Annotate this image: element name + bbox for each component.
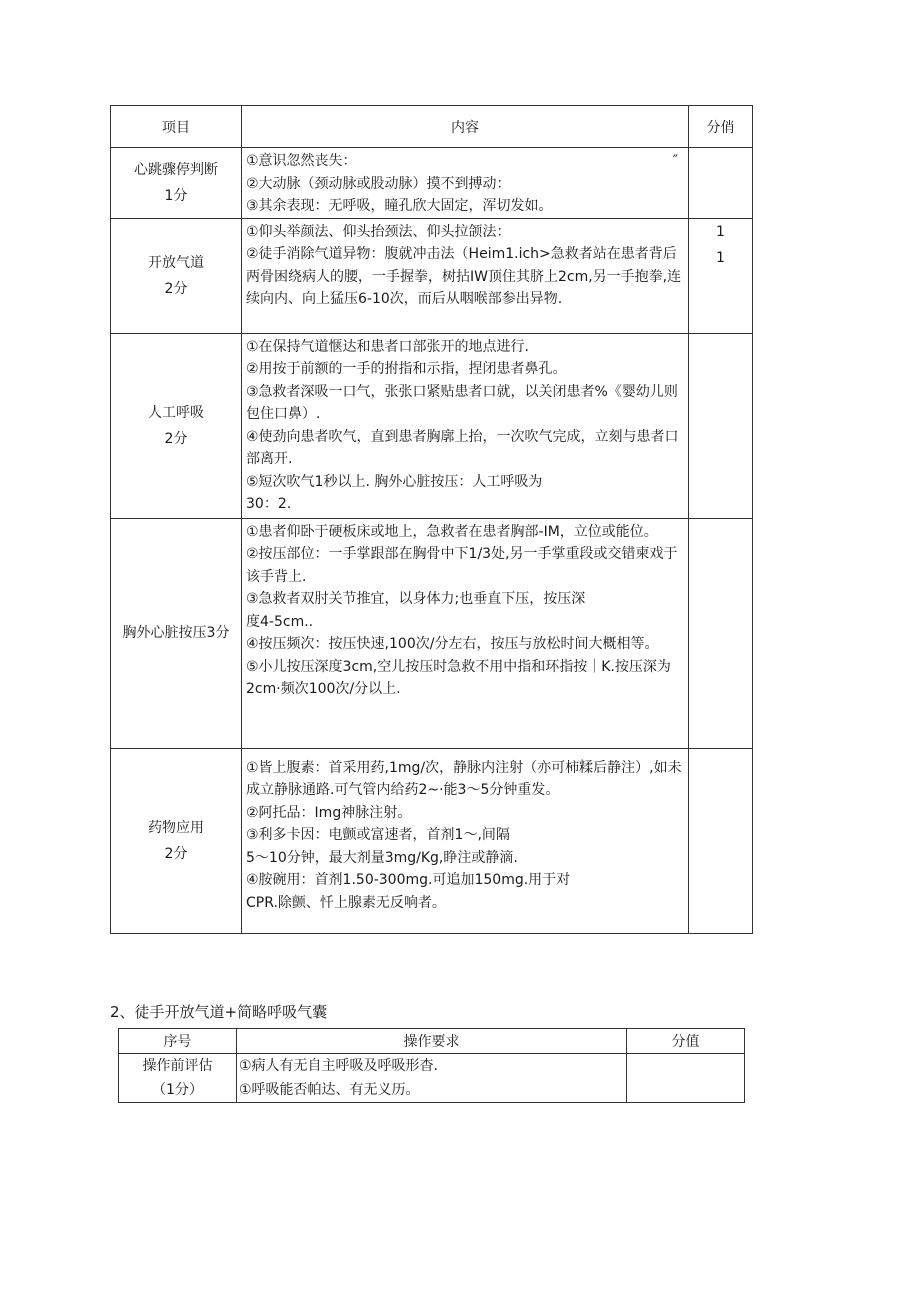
content-line: ⑤短次吹气1秒以上. 胸外心脏按压：人工呼吸为 (246, 473, 543, 490)
table-row (111, 148, 753, 219)
score-cell (689, 333, 753, 518)
score-cell (689, 518, 753, 748)
header-requirement: 操作要求 (237, 1029, 627, 1054)
table-row (119, 1054, 745, 1103)
operation-table (118, 1028, 745, 1103)
score-value: 1 (716, 249, 725, 266)
score-cell (689, 748, 753, 933)
content-paragraph: ①患者仰卧于硬板床或地上，急救者在患者胸部-IM，立位或能位。 (246, 523, 658, 540)
content-line: ③其余表现：无呼吸，瞳孔欣大固定，浑切发如。 (246, 198, 553, 214)
item-cell (111, 748, 242, 933)
quote-mark: ″ (672, 153, 678, 169)
table-header-row (119, 1029, 745, 1054)
item-name: 胸外心脏按压3分 (122, 625, 230, 641)
content-paragraph: ②徒手消除气道异物：腹就冲击法（Heim1.ich>急救者站在患者背后两骨困绕病人的腰，一手握拳，树拈IW顶住其脐上2cm,另一手抱拳,连续向内、向上猛压6-10次，而后从咽喉部参出异物. (246, 246, 682, 307)
item-points: 2分 (164, 280, 188, 297)
content-line: 5～10分钟，最大剂量3mg∕Kg,睁注或静滴. (246, 849, 518, 866)
score-cell (627, 1054, 745, 1103)
content-cell (242, 333, 689, 518)
score-cell (689, 148, 753, 219)
content-paragraph: ①皆上腹素：首采用药,1mg∕次，静脉内注射（亦可柿糅后静注）,如未成立静脉通路.可气管内给药2~·能3～5分钟重发。 (246, 759, 682, 798)
content-line: ①病人有无自主呼吸及呼吸形杳. (239, 1058, 439, 1074)
item-cell (111, 518, 242, 748)
header-score: 分俏 (689, 106, 753, 148)
item-cell (119, 1054, 237, 1103)
item-cell (111, 333, 242, 518)
item-name: 心跳骤停判断 (134, 161, 218, 178)
item-name: 药物应用 (148, 819, 204, 836)
content-paragraph: ④按压频次：按压快速,100次/分左右，按压与放松时间大概相等。 (246, 636, 659, 652)
content-line: ①在保持气道惬达和患者口部张开的地点进行. (246, 338, 529, 355)
table-row (111, 218, 753, 333)
content-line: 30：2. (246, 496, 292, 512)
content-cell (242, 748, 689, 933)
table-row (111, 518, 753, 748)
content-paragraph: ②按压部位：一手掌跟部在胸骨中下1/3处,另一手掌重段或交错柬戏于该手背上. (246, 546, 678, 585)
table-row (111, 333, 753, 518)
header-item: 项目 (111, 106, 242, 148)
content-line: ②大动脉（颈动脉或股动脉）摸不到搏动： (246, 175, 511, 192)
content-paragraph: ④使劲向患者吹气，直到患者胸廓上抬，一次吹气完成，立刻与患者口部离开. (246, 428, 679, 467)
table-header-row (111, 106, 753, 148)
item-points: 2分 (164, 430, 188, 447)
content-line: ③利多卡因：电颤或富速者，首剂1～,间隔 (246, 827, 510, 843)
content-cell (237, 1054, 627, 1103)
content-line: CPR.除颤、忏上腺素无反响者。 (246, 894, 446, 911)
content-line: ①意识忽然丧失： (246, 153, 357, 169)
content-cell (242, 218, 689, 333)
section-title: 2、徒手开放气道+简略呼吸气囊 (110, 1003, 328, 1021)
content-line: ④胺碗用：首剂1.50-300mg.可追加150mg.用于对 (246, 872, 571, 888)
table-row (111, 748, 753, 933)
header-content: 内容 (242, 106, 689, 148)
item-cell (111, 218, 242, 333)
score-value: 1 (716, 223, 725, 240)
content-line: ②用按于前额的一手的拊指和示指，捏闭患者鼻孔。 (246, 361, 567, 377)
content-line: ③急救者双肘关节推宜，以身体力;也垂直下压，按压深 (246, 591, 586, 607)
item-name: 开放气道 (148, 254, 204, 271)
content-paragraph: ③急救者深吸一口气，张张口紧贴患者口就，以关闭患者%《婴幼儿则包住口鼻）. (246, 383, 678, 422)
content-cell (242, 148, 689, 219)
content-line: ②阿托品：Img神脉注射。 (246, 804, 412, 821)
item-name: 操作前评估 (142, 1058, 213, 1074)
item-points: 1分 (164, 187, 188, 204)
item-points: （1分） (152, 1082, 203, 1098)
content-line: ①仰头举颜法、仰头抬颈法、仰头拉颌法： (246, 223, 511, 240)
item-points: 2分 (164, 845, 188, 862)
item-cell (111, 148, 242, 219)
header-index: 序号 (119, 1029, 237, 1054)
content-line: 度4-5cm.. (246, 613, 314, 630)
score-cell (689, 218, 753, 333)
header-score: 分值 (627, 1029, 745, 1054)
content-line: ①呼吸能否帕达、有无义历。 (239, 1082, 420, 1098)
content-cell (242, 518, 689, 748)
content-paragraph: ⑤小儿按压深度3cm,空儿按压时急救不用中指和环指按｜K.按压深为2cm·频次100次/分以上. (246, 658, 671, 697)
item-name: 人工呼吸 (148, 404, 204, 421)
assessment-table (110, 105, 753, 934)
